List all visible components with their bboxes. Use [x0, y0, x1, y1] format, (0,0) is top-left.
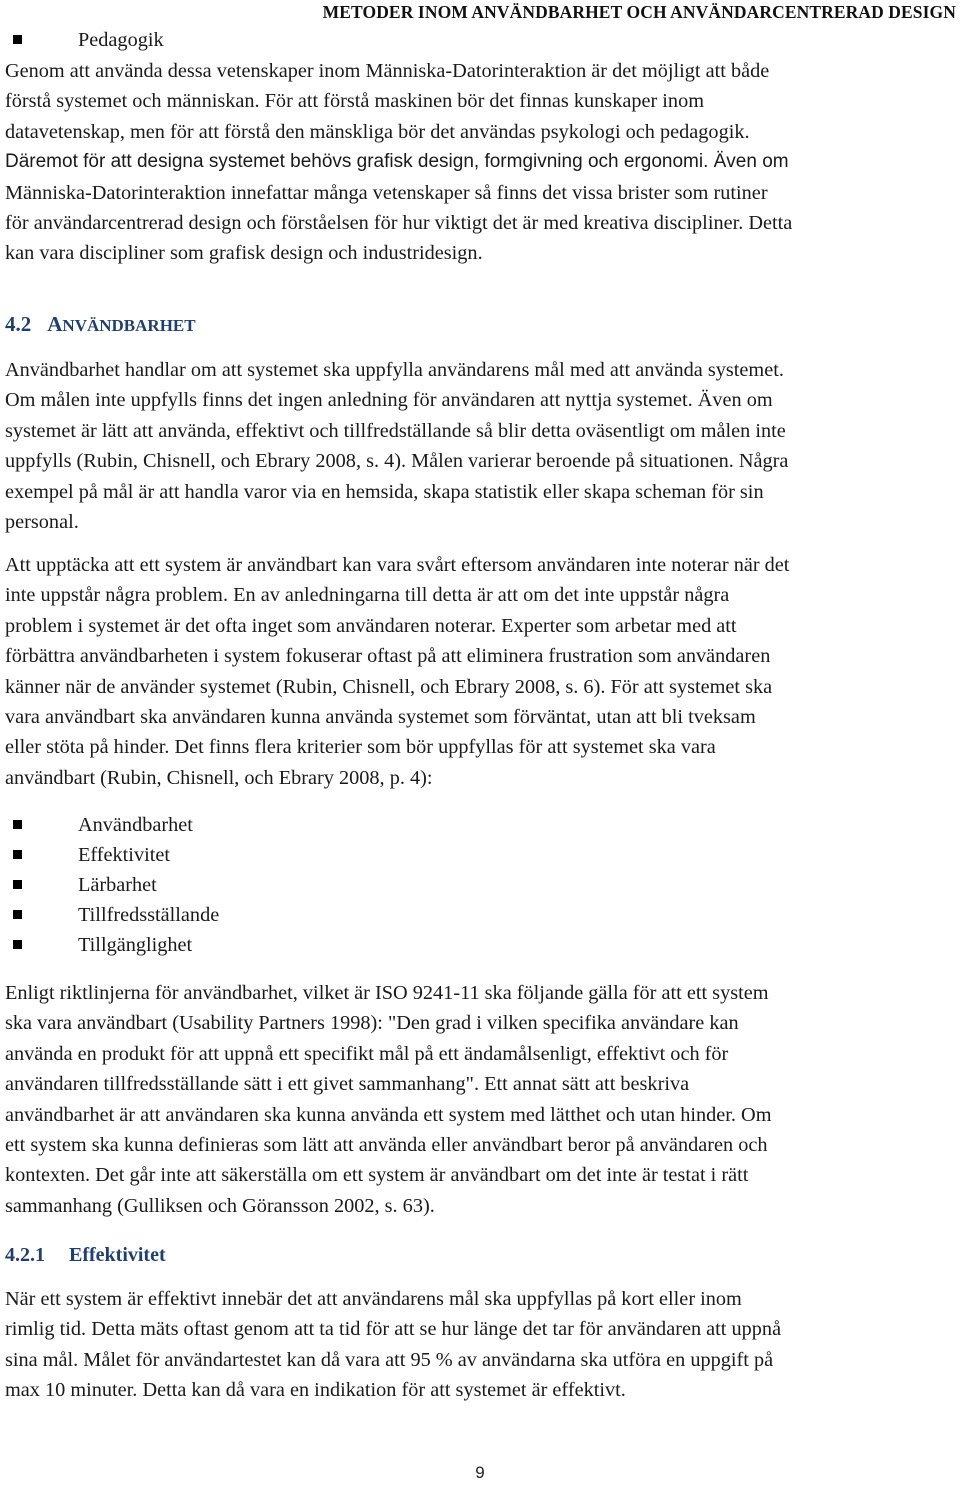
- text-line: Användbarhet handlar om att systemet ska uppfylla användarens mål med att använda systemet.: [5, 359, 784, 381]
- text-line: förstå systemet och människan. För att förstå maskinen bör det finnas kunskaper inom: [5, 90, 704, 113]
- text-line: uppfylls (Rubin, Chisnell, och Ebrary 2008, s. 4). Målen varierar beroende på situationen. Några: [5, 450, 789, 473]
- text-line: sammanhang (Gulliksen och Göransson 2002, s. 63).: [5, 1194, 435, 1217]
- text-line: exempel på mål är att handla varor via en hemsida, skapa statistik eller skapa scheman för sin: [5, 480, 764, 503]
- text-line: eller stöta på hinder. Det finns flera kriterier som bör uppfyllas för att systemet ska vara: [5, 736, 716, 759]
- text-line: känner när de använder systemet (Rubin, Chisnell, och Ebrary 2008, s. 6). För att systemet ska: [5, 675, 773, 698]
- text-line: användaren tillfredsställande sätt i ett givet sammanhang". Ett annat sätt att beskriva: [5, 1073, 690, 1096]
- square-bullet-icon: [13, 850, 22, 859]
- list-item-label: Effektivitet: [78, 844, 170, 866]
- text-line: personal.: [5, 511, 79, 534]
- text-line: Enligt riktlinjerna för användbarhet, vilket är ISO 9241-11 ska följande gälla för att ett system: [5, 982, 769, 1004]
- text-line: förbättra användbarheten i system fokuserar oftast på att eliminera frustration som användaren: [5, 645, 771, 668]
- text-line: datavetenskap, men för att förstå den mänskliga bör det användas psykologi och pedagogik.: [5, 120, 750, 143]
- paragraph: [5, 978, 955, 1221]
- text-line: för användarcentrerad design och förståelsen för hur viktigt det är med kreativa discipliner. Detta: [5, 212, 793, 235]
- text-line: rimlig tid. Detta mäts oftast genom att ta tid för att se hur länge det tar för användaren att uppnå: [5, 1318, 782, 1341]
- square-bullet-icon: [13, 880, 22, 889]
- section-title-rest: NVÄNDBARHET: [62, 316, 196, 335]
- page-number: 9: [475, 1463, 485, 1482]
- text-line: ett system ska kunna definieras som lätt att använda eller användbart beror på användaren och: [5, 1134, 768, 1157]
- text-line: Om målen inte uppfylls finns det ingen anledning för användaren att nyttja systemet. Även om: [5, 389, 773, 412]
- list-item-label: Tillfredsställande: [78, 904, 220, 926]
- text-line: användbarhet är att användaren ska kunna använda ett system med lätthet och utan hinder. Om: [5, 1103, 772, 1126]
- subsection-title: Effektivitet: [69, 1244, 166, 1266]
- text-line: ska vara användbart (Usability Partners 1998): "Den grad i vilken specifika användare kan: [5, 1012, 739, 1035]
- text-line: kontexten. Det går inte att säkerställa om ett system är användbart om det inte är testat i rätt: [5, 1164, 749, 1187]
- text-line: sina mål. Målet för användartestet kan då vara att 95 % av användarna ska utföra en uppgift på: [5, 1348, 774, 1371]
- text-line: Däremot för att designa systemet behövs grafisk design, formgivning och ergonomi. Även om: [5, 151, 789, 173]
- running-header: METODER INOM ANVÄNDBARHET OCH ANVÄNDARCENTRERAD DESIGN: [322, 2, 956, 22]
- square-bullet-icon: [13, 35, 22, 44]
- paragraph: [5, 355, 955, 537]
- text-line: max 10 minuter. Detta kan då vara en indikation för att systemet är effektivt.: [5, 1379, 626, 1402]
- text-line: använda en produkt för att uppnå ett specifikt mål på ett ändamålsenligt, effektivt och för: [5, 1042, 729, 1065]
- text-line: Genom att använda dessa vetenskaper inom Människa-Datorinteraktion är det möjligt att både: [5, 60, 770, 82]
- list-item-label: Användbarhet: [78, 814, 193, 836]
- text-line: inte uppstår några problem. En av anledningarna till detta är att om det inte uppstår några: [5, 584, 730, 607]
- list-item-label: Tillgänglighet: [78, 934, 193, 956]
- square-bullet-icon: [13, 940, 22, 949]
- list-item-label: Lärbarhet: [78, 874, 157, 896]
- subsection-heading: [5, 1240, 166, 1270]
- text-line: systemet är lätt att använda, effektivt och tillfredställande så blir detta oväsentligt om målen inte: [5, 419, 786, 442]
- square-bullet-icon: [13, 910, 22, 919]
- section-title-initial: A: [47, 312, 63, 336]
- text-line: Människa-Datorinteraktion innefattar många vetenskaper så finns det vissa brister som rutiner: [5, 181, 768, 204]
- paragraph: [5, 550, 955, 793]
- text-line: problem i systemet är det ofta inget som användaren noterar. Experter som arbetar med att: [5, 614, 737, 637]
- text-line: När ett system är effektivt innebär det att användarens mål ska uppfyllas på kort eller inom: [5, 1288, 742, 1310]
- list-item-label: Pedagogik: [78, 29, 164, 51]
- section-heading: [5, 309, 196, 341]
- intro-paragraph: [5, 56, 955, 269]
- text-line: användbart (Rubin, Chisnell, och Ebrary 2008, p. 4):: [5, 766, 433, 789]
- text-line: kan vara discipliner som grafisk design och industridesign.: [5, 242, 483, 265]
- text-line: Att upptäcka att ett system är användbart kan vara svårt eftersom användaren inte noterar när det: [5, 554, 790, 576]
- text-line: vara användbart ska användaren kunna använda systemet som förväntat, utan att bli tveksam: [5, 706, 756, 729]
- subsection-number: 4.2.1: [5, 1244, 45, 1266]
- square-bullet-icon: [13, 820, 22, 829]
- section-number: 4.2: [5, 312, 32, 336]
- paragraph: [5, 1284, 955, 1406]
